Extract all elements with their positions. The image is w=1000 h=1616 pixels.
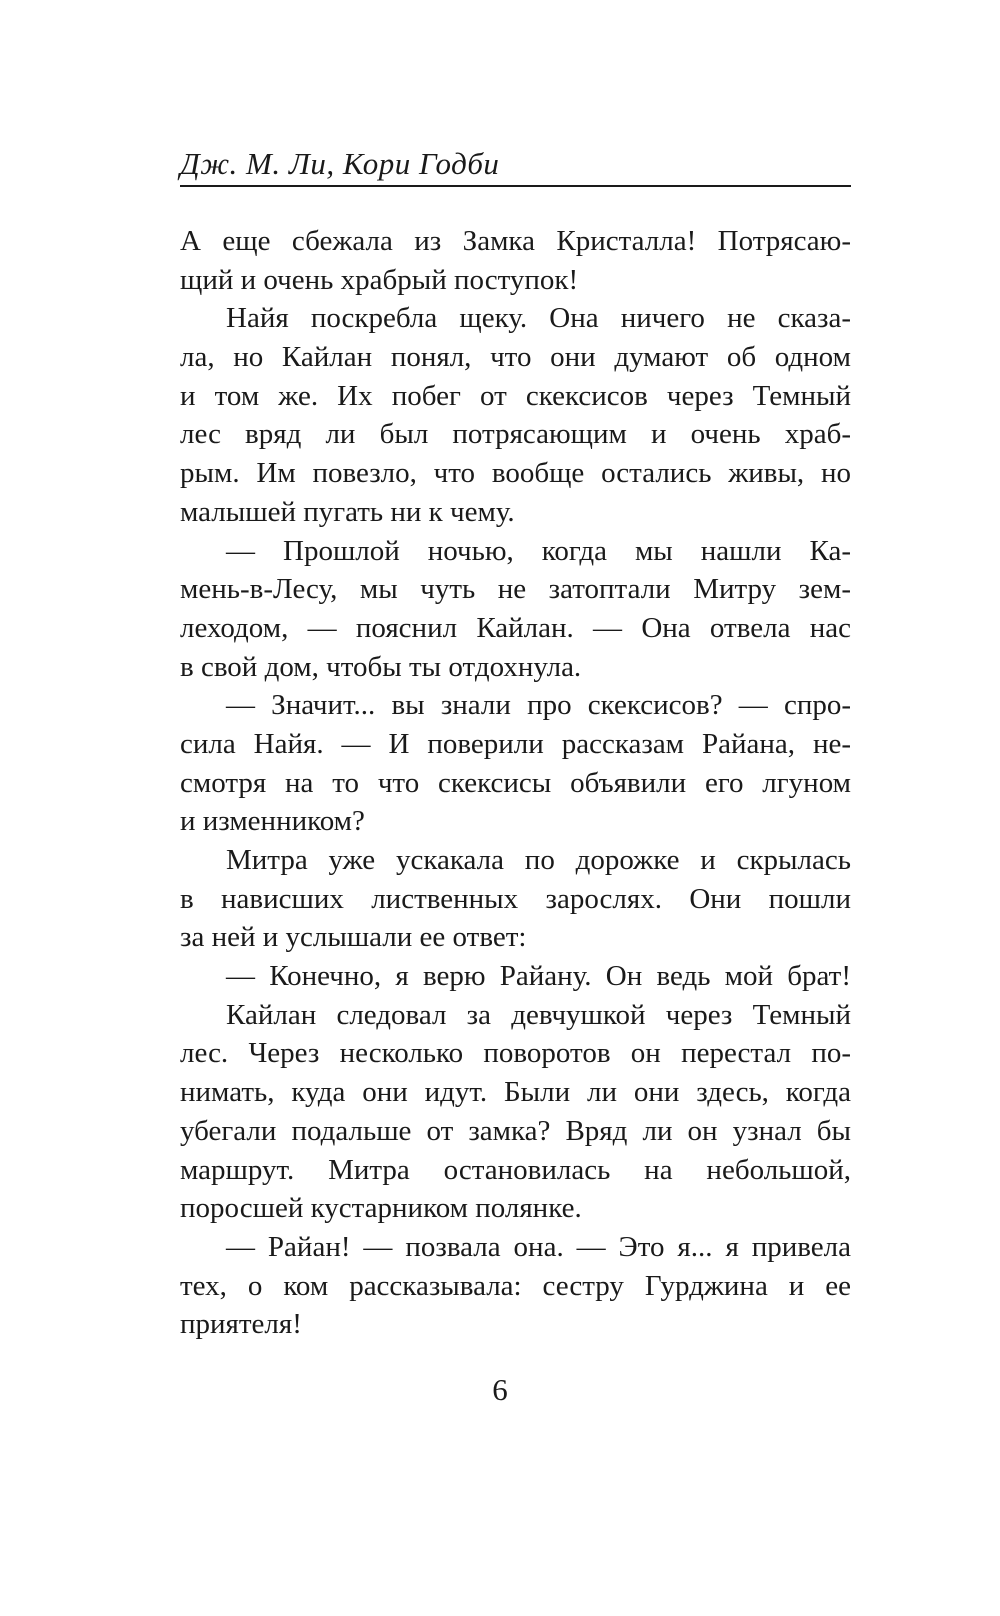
text-line: Найя поскребла щеку. Она ничего не сказа-	[226, 302, 851, 335]
text-line: Кайлан следовал за девчушкой через Темный	[226, 998, 851, 1031]
text-line: тех, о ком рассказывала: сестру Гурджина и ее	[180, 1269, 851, 1302]
text-line: лес вряд ли был потрясающим и очень храб-	[180, 418, 851, 451]
text-line: поросшей кустарником полянке.	[180, 1192, 582, 1225]
page-number: 6	[492, 1372, 508, 1407]
text-line: мень-в-Лесу, мы чуть не затоптали Митру зем-	[180, 573, 851, 606]
text-line: рым. Им повезло, что вообще остались живы, но	[180, 457, 851, 490]
text-line: и изменником?	[180, 805, 365, 838]
text-line: леходом, — пояснил Кайлан. — Она отвела нас	[180, 611, 851, 644]
text-line: нимать, куда они идут. Были ли они здесь, когда	[180, 1076, 851, 1109]
text-line: малышей пугать ни к чему.	[180, 495, 515, 528]
text-line: Митра уже ускакала по дорожке и скрылась	[226, 844, 851, 876]
text-line: убегали подальше от замка? Вряд ли он узнал бы	[180, 1114, 851, 1147]
text-line: за ней и услышали ее ответ:	[180, 921, 527, 954]
text-line: А еще сбежала из Замка Кристалла! Потрясаю-	[180, 225, 851, 257]
text-line: — Конечно, я верю Райану. Он ведь мой брат!	[226, 960, 851, 993]
text-line: — Прошлой ночью, когда мы нашли Ка-	[226, 534, 851, 567]
text-line: лес. Через несколько поворотов он перестал по-	[180, 1037, 851, 1070]
text-line: ла, но Кайлан понял, что они думают об одном	[180, 341, 851, 374]
text-line: — Значит... вы знали про скексисов? — спро-	[226, 689, 851, 722]
text-line: в свой дом, чтобы ты отдохнула.	[180, 650, 582, 683]
text-line: в нависших лиственных зарослях. Они пошли	[180, 882, 851, 915]
text-line: и том же. Их побег от скексисов через Темный	[180, 379, 851, 412]
running-head: Дж. М. Ли, Кори Годби	[180, 146, 500, 181]
header-divider	[180, 185, 851, 187]
text-line: маршрут. Митра остановилась на небольшой,	[180, 1153, 851, 1186]
body-text	[180, 222, 851, 1344]
text-line: смотря на то что скексисы объявили его лгуном	[180, 766, 851, 799]
text-line: сила Найя. — И поверили рассказам Райана, не-	[180, 727, 851, 760]
text-line: — Райан! — позвала она. — Это я... я привела	[226, 1230, 851, 1263]
text-line: щий и очень храбрый поступок!	[180, 263, 579, 296]
text-line: приятеля!	[180, 1308, 302, 1341]
